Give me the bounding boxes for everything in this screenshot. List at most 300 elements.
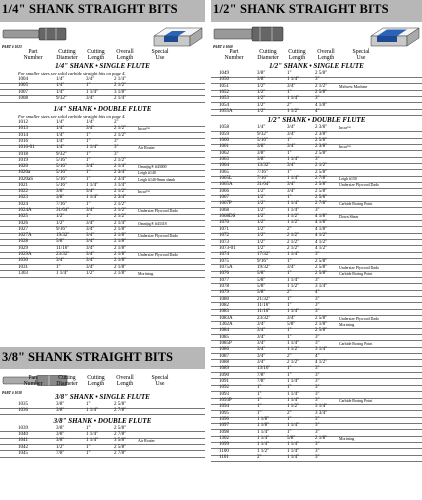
cutting-length: 1" xyxy=(287,258,292,264)
part-number: 1014 xyxy=(18,132,28,138)
part-number: 1016 xyxy=(18,138,28,144)
cutting-diameter: 1" xyxy=(257,398,262,403)
cutting-length: 1" xyxy=(287,296,292,302)
part-number: 1090 xyxy=(219,372,229,378)
special-use: Omnijig® #43318 xyxy=(138,221,167,226)
section-title: 3/8" SHANK • SINGLE FLUTE xyxy=(55,393,150,401)
part-number: 1051 xyxy=(219,83,229,89)
cutting-length: 1/4" xyxy=(86,120,95,126)
cutting-length: 5/8" xyxy=(287,321,296,327)
row-divider xyxy=(0,414,205,415)
overall-length: 3 5/8" xyxy=(114,438,127,444)
part-number: 1013 xyxy=(18,126,28,132)
cutting-diameter: 3/8" xyxy=(56,402,65,407)
special-use: Air Router xyxy=(138,146,155,151)
overall-length: 3" xyxy=(315,423,320,429)
cutting-length: 1" xyxy=(287,334,292,340)
cutting-length: 1 1/4" xyxy=(287,77,300,83)
cutting-diameter: 3/8" xyxy=(56,195,65,201)
cutting-diameter: 1/2" xyxy=(56,214,65,220)
cutting-diameter: 3/8" xyxy=(56,431,65,437)
part-number: 1075A xyxy=(219,264,233,270)
cutting-diameter: 13/32" xyxy=(257,163,271,169)
cutting-diameter: 5/16" xyxy=(56,157,67,163)
bit-photo-1068 xyxy=(212,24,286,44)
part-number: 1097 xyxy=(219,423,229,429)
part-number: 1093 xyxy=(219,391,229,397)
overall-length: 3" xyxy=(315,302,320,308)
groove-diagram xyxy=(152,24,204,48)
cutting-length: 1 1/4" xyxy=(287,157,300,163)
part-number: 1071 xyxy=(219,226,229,232)
overall-length: 2 5/8" xyxy=(315,90,328,96)
overall-length: 2 1/2" xyxy=(315,83,328,89)
column-header-3: Overall Length xyxy=(317,49,335,62)
cutting-diameter: 5/16" xyxy=(56,170,67,176)
cutting-diameter: 1/2" xyxy=(257,188,266,194)
overall-length: 2 1/8" xyxy=(114,245,127,251)
part-number: 1026 xyxy=(18,220,28,226)
cutting-diameter: 1/4" xyxy=(56,132,65,138)
special-use: Undersize Plywood Dado xyxy=(138,234,178,239)
cutting-length: 1" xyxy=(86,201,91,207)
part-number: 1082 xyxy=(219,302,229,308)
part-number: 1083 xyxy=(219,309,229,315)
overall-length: 2 1/2" xyxy=(114,189,127,195)
part-number: 1023 xyxy=(18,195,28,201)
cutting-diameter: 1" xyxy=(257,410,262,416)
cutting-length: 1 1/4" xyxy=(86,431,99,437)
overall-length: 4 1/2" xyxy=(315,245,328,251)
part-number: 1060 xyxy=(219,138,229,144)
cutting-diameter: 9/32" xyxy=(56,95,67,101)
overall-length: 3 1/8" xyxy=(114,89,127,95)
part-number: 1068DS xyxy=(219,214,236,220)
section-title: 1/4" SHANK • SINGLE FLUTE xyxy=(55,62,150,70)
cutting-length: 1 1/4" xyxy=(287,176,300,182)
overall-length: 3" xyxy=(114,145,119,151)
section-title: 1/2" SHANK • SINGLE FLUTE xyxy=(269,62,364,70)
cutting-diameter: 1 1/8" xyxy=(257,417,270,423)
cutting-length: 1 1/4" xyxy=(287,442,300,448)
cutting-diameter: 3/8" xyxy=(257,77,266,83)
part-number: 1019 xyxy=(18,157,28,163)
cutting-diameter: 1 1/4" xyxy=(257,429,270,435)
part-number: 1022 xyxy=(18,189,28,195)
overall-length: 2 1/8" xyxy=(114,270,127,276)
section-note: For smaller sizes see solid carbide straight bits on page 4. xyxy=(18,71,126,76)
overall-length: 2 1/8" xyxy=(114,258,127,264)
overall-length: 3" xyxy=(315,417,320,423)
overall-length: 4 1/2" xyxy=(315,233,328,239)
overall-length: 2 5/8" xyxy=(315,138,328,144)
overall-length: 2 1/8" xyxy=(315,436,328,442)
part-number: 1058 xyxy=(219,125,229,131)
cutting-length: 1 1/4" xyxy=(287,252,300,258)
overall-length: 3" xyxy=(315,296,320,302)
cutting-diameter: 1/2" xyxy=(257,109,266,115)
overall-length: 3 3/4" xyxy=(315,410,328,416)
cutting-length: 1 1/4" xyxy=(86,408,99,414)
row-divider xyxy=(0,102,205,103)
part-number: 1055A xyxy=(219,109,233,115)
cutting-diameter: 3/8" xyxy=(56,189,65,195)
part-number: 1063 xyxy=(219,157,229,163)
part-number: 1084 xyxy=(219,328,229,334)
row-divider xyxy=(0,457,205,458)
overall-length: 3" xyxy=(315,334,320,340)
overall-length: 3 1/4" xyxy=(315,347,328,353)
cutting-diameter: 5/8" xyxy=(257,271,266,277)
cutting-diameter: 7/16" xyxy=(56,201,67,207)
overall-length: 3" xyxy=(315,429,320,435)
overall-length: 2 1/2" xyxy=(315,163,328,169)
row-divider xyxy=(0,277,205,278)
cutting-diameter: 5/8" xyxy=(257,277,266,283)
cutting-length: 2" xyxy=(287,102,292,108)
cutting-length: 1" xyxy=(86,444,91,450)
cutting-length: 1" xyxy=(287,328,292,334)
quarter-inch-header xyxy=(0,0,205,22)
part-number: 1095 xyxy=(219,410,229,416)
part-number: 1024 xyxy=(18,201,28,207)
cutting-length: 3/4" xyxy=(287,264,296,270)
overall-length: 2 3/8" xyxy=(315,144,328,150)
special-use: Down Shear xyxy=(339,215,359,220)
cutting-length: 1" xyxy=(287,71,292,76)
cutting-diameter: 5/16" xyxy=(257,138,268,144)
cutting-diameter: 3/4" xyxy=(257,340,266,346)
cutting-diameter: 3/4" xyxy=(257,321,266,327)
cutting-length: 3/4" xyxy=(86,126,95,132)
column-header-1: Cutting Diameter xyxy=(257,49,279,62)
special-use: Undersize Plywood Dado xyxy=(138,209,178,214)
part-number: 1042 xyxy=(18,444,28,450)
cutting-diameter: 7/8" xyxy=(257,378,266,384)
overall-length: 3" xyxy=(114,138,119,144)
cutting-length: 1" xyxy=(86,132,91,138)
part-number: 1029A xyxy=(18,252,32,257)
overall-length: 4" xyxy=(315,290,320,296)
part-number: 1078 xyxy=(219,283,229,289)
cutting-length: 1 1/4" xyxy=(86,145,99,151)
special-use: Omnijig® #43000 xyxy=(138,165,167,170)
part-number: 1302 xyxy=(219,436,229,442)
cutting-diameter: 11/16" xyxy=(257,302,271,308)
part-number: 1091 xyxy=(219,378,229,384)
cutting-length: 3/4" xyxy=(86,226,95,232)
cutting-length: 2 1/2" xyxy=(287,245,300,251)
cutting-length: 1" xyxy=(86,425,91,431)
overall-length: 2 1/2" xyxy=(114,83,127,89)
column-header-4: Special Use xyxy=(151,375,169,388)
cutting-length: 1/2" xyxy=(86,270,95,276)
part-number: 1039 xyxy=(18,425,28,431)
cutting-length: 3/4" xyxy=(86,252,95,257)
part-number: 1074 xyxy=(219,252,229,258)
part-number: 1080 xyxy=(219,296,229,302)
special-use: Mortising xyxy=(339,437,355,442)
overall-length: 2 5/8" xyxy=(315,182,328,188)
cutting-diameter: 1/2" xyxy=(257,207,266,213)
special-use: Leigh #140-8mm shank xyxy=(138,177,176,182)
cutting-length: 1" xyxy=(86,176,91,182)
cutting-length: 1 1/4" xyxy=(287,455,300,461)
cutting-diameter: 1/2" xyxy=(257,83,266,89)
overall-length: 2 1/4" xyxy=(114,164,127,170)
cutting-diameter: 9/32" xyxy=(257,131,268,137)
special-use: Incra™ xyxy=(339,126,351,131)
cutting-diameter: 31/64" xyxy=(56,208,70,214)
cutting-diameter: 17/32" xyxy=(257,252,271,258)
part-number: 1065A xyxy=(219,182,233,188)
overall-length: 3" xyxy=(315,340,320,346)
section-title: 1/4" SHANK • DOUBLE FLUTE xyxy=(53,105,152,114)
quarter-inch-title: 1/4" SHANK STRAIGHT BITS xyxy=(2,2,178,16)
part-number: 1088 xyxy=(219,359,229,365)
overall-length: 3" xyxy=(315,77,320,83)
cutting-length: 3/4" xyxy=(287,125,296,131)
part-number: 1076 xyxy=(219,271,229,277)
cutting-length: 2 1/2" xyxy=(287,239,300,245)
cutting-diameter: 7/8" xyxy=(257,372,266,378)
overall-length: 2 7/8" xyxy=(315,201,328,207)
cutting-length: 3/4" xyxy=(86,220,95,226)
overall-length: 3 1/4" xyxy=(315,283,328,289)
part-number: 1053 xyxy=(219,96,229,102)
column-header-3: Overall Length xyxy=(116,49,134,62)
part-number: 1064 xyxy=(219,163,229,169)
cutting-diameter: 1" xyxy=(56,264,61,270)
part-label-1038: PART # 1038 xyxy=(2,391,22,395)
part-number: 1073 xyxy=(219,239,229,245)
special-use: Leigh #140 xyxy=(138,171,156,176)
section-note: For smaller sizes see solid carbide straight bits on page 4. xyxy=(18,114,126,120)
special-use: Mortising xyxy=(339,322,355,327)
overall-length: 3" xyxy=(315,378,320,384)
cutting-diameter: 1/2" xyxy=(56,220,65,226)
cutting-length: 1 1/2" xyxy=(287,404,300,410)
cutting-length: 1 1/4" xyxy=(287,201,300,207)
cutting-length: 1" xyxy=(86,450,91,456)
part-number: 1020aS xyxy=(18,176,33,182)
half-inch-title: 1/2" SHANK STRAIGHT BITS xyxy=(213,2,389,16)
cutting-diameter: 1/2" xyxy=(257,226,266,232)
part-number: 1025 xyxy=(18,214,28,220)
special-use: Mortising xyxy=(138,271,154,276)
overall-length: 2 5/8" xyxy=(315,258,328,264)
part-number: 1035 xyxy=(18,402,28,407)
cutting-length: 1 1/4" xyxy=(287,309,300,315)
part-number: 1100 xyxy=(219,448,229,454)
overall-length: 3 1/4" xyxy=(315,404,328,410)
special-use: Air Router xyxy=(138,439,155,444)
overall-length: 2 1/4" xyxy=(114,77,127,82)
cutting-diameter: 5/16" xyxy=(56,164,67,170)
cutting-diameter: 3/4" xyxy=(257,334,266,340)
cutting-diameter: 3/4" xyxy=(257,328,266,334)
cutting-length: 2" xyxy=(287,290,292,296)
cutting-length: 3/4" xyxy=(86,264,95,270)
part-number: 1087 xyxy=(219,353,229,359)
cutting-length: 2" xyxy=(287,226,292,232)
column-header-1: Cutting Diameter xyxy=(56,375,78,388)
part-number: 1067 xyxy=(219,195,229,201)
overall-length: 2 7/8" xyxy=(114,450,127,456)
column-header-3: Overall Length xyxy=(116,375,134,388)
part-number: 1077 xyxy=(219,277,229,283)
cutting-diameter: 3/8" xyxy=(257,71,266,76)
cutting-length: 1" xyxy=(287,195,292,201)
special-use: Carbide Boring Point xyxy=(339,272,373,277)
section-title: 1/2" SHANK • DOUBLE FLUTE xyxy=(267,116,366,125)
overall-length: 3" xyxy=(315,398,320,403)
part-number: 1066 xyxy=(219,188,229,194)
overall-length: 2 1/8" xyxy=(315,321,328,327)
cutting-length: 3/4" xyxy=(287,83,296,89)
cutting-diameter: 3/8" xyxy=(56,425,65,431)
part-number: 1031 xyxy=(18,264,28,270)
half-inch-column xyxy=(211,0,422,500)
cutting-length: 3/4" xyxy=(86,95,95,101)
part-number: 1083A xyxy=(219,315,233,321)
cutting-length: 2 1/2" xyxy=(287,359,300,365)
cutting-diameter: 1/4" xyxy=(56,120,65,126)
column-header-2: Cutting Length xyxy=(288,49,306,62)
cutting-length: 1 1/4" xyxy=(287,423,300,429)
part-number: 1059 xyxy=(219,131,229,137)
cutting-length: 3/4" xyxy=(86,233,95,239)
overall-length: 2 1/2" xyxy=(114,126,127,132)
overall-length: 2 3/4" xyxy=(114,195,127,201)
cutting-length: 1" xyxy=(287,271,292,277)
special-use: Undersize Plywood Dado xyxy=(138,253,178,257)
cutting-length: 1" xyxy=(86,157,91,163)
cutting-length: 1 1/4" xyxy=(287,96,300,102)
overall-length: 2 5/8" xyxy=(114,402,127,407)
cutting-length: 1 1/4" xyxy=(86,195,99,201)
cutting-diameter: 23/32" xyxy=(257,315,271,321)
part-number: 1024A xyxy=(18,208,32,214)
cutting-diameter: 1/4" xyxy=(56,83,65,89)
cutting-diameter: 1 1/4" xyxy=(257,442,270,448)
part-number: 1079 xyxy=(219,290,229,296)
column-header-2: Cutting Length xyxy=(87,49,105,62)
column-header-0: Part Number xyxy=(23,375,43,388)
overall-length: 4 1/8" xyxy=(315,226,328,232)
overall-length: 3" xyxy=(315,385,320,391)
cutting-diameter: 1 1/4" xyxy=(56,270,69,276)
overall-length: 2" xyxy=(114,120,119,126)
overall-length: 2 5/8" xyxy=(315,315,328,321)
cutting-diameter: 11/16" xyxy=(257,309,271,315)
row-divider xyxy=(211,461,422,462)
cutting-length: 1 1/2" xyxy=(287,109,300,115)
special-use: Carbide Boring Point xyxy=(339,202,373,207)
overall-length: 4" xyxy=(315,109,320,115)
part-number: 1029 xyxy=(18,245,28,251)
cutting-length: 1 1/2" xyxy=(287,283,300,289)
part-number: 1085 xyxy=(219,334,229,340)
overall-length: 2 7/8" xyxy=(114,431,127,437)
cutting-diameter: 3/4" xyxy=(257,359,266,365)
cutting-length: 1 1/4" xyxy=(287,398,300,403)
overall-length: 2 7/8" xyxy=(315,176,328,182)
overall-length: 4 1/8" xyxy=(315,102,328,108)
bit-photo-1023 xyxy=(1,24,69,44)
column-header-4: Special Use xyxy=(151,49,169,62)
part-number: 1016-01 xyxy=(18,145,35,151)
cutting-diameter: 3/8" xyxy=(257,150,266,156)
part-number: 1007 xyxy=(18,89,28,95)
part-number: 1089 xyxy=(219,366,229,372)
cutting-length: 1 1/4" xyxy=(86,89,99,95)
cutting-length: 1 1/4" xyxy=(287,207,300,213)
cutting-diameter: 13/16" xyxy=(257,366,271,372)
overall-length: 3" xyxy=(315,448,320,454)
cutting-length: 3/4" xyxy=(287,315,296,321)
cutting-length: 1" xyxy=(86,214,91,220)
cutting-diameter: 7/16" xyxy=(257,176,268,182)
overall-length: 4 1/2" xyxy=(315,239,328,245)
part-number: 1061 xyxy=(219,144,229,150)
part-number: 1018 xyxy=(18,151,28,157)
cutting-length: 1 1/2" xyxy=(287,347,300,353)
cutting-length: 1" xyxy=(86,138,91,144)
cutting-diameter: 11/16" xyxy=(56,245,70,251)
overall-length: 2 1/2" xyxy=(114,208,127,214)
cutting-diameter: 21/32" xyxy=(257,296,271,302)
cutting-length: 1" xyxy=(287,169,292,175)
cutting-diameter: 1/2" xyxy=(56,444,65,450)
column-header-0: Part Number xyxy=(224,49,244,62)
overall-length: 4 1/2" xyxy=(315,359,328,365)
cutting-length: 1" xyxy=(287,150,292,156)
cutting-diameter: 9/16" xyxy=(56,226,67,232)
part-number: 1050 xyxy=(219,77,229,83)
cutting-length: 3/4" xyxy=(287,182,296,188)
cutting-length: 1 1/4" xyxy=(287,391,300,397)
cutting-length: 1" xyxy=(86,170,91,176)
overall-length: 3 1/4" xyxy=(114,182,127,188)
part-number: 1075 xyxy=(219,258,229,264)
cutting-diameter: 1/2" xyxy=(257,245,266,251)
part-number: 1098 xyxy=(219,429,229,435)
part-number: 1028 xyxy=(18,239,28,245)
cutting-diameter: 3/8" xyxy=(56,438,65,444)
part-number: 1008 xyxy=(18,95,28,101)
section-title: 3/8" SHANK • DOUBLE FLUTE xyxy=(53,416,152,425)
cutting-length: 1 1/4" xyxy=(287,340,300,346)
cutting-length: 1" xyxy=(287,366,292,372)
overall-length: 2 3/8" xyxy=(315,125,328,131)
part-number: 1062 xyxy=(219,150,229,156)
overall-length: 2 1/2" xyxy=(114,157,127,163)
part-number: 1052 xyxy=(219,90,229,96)
cutting-diameter: 19/32" xyxy=(257,264,271,270)
part-number: 1021 xyxy=(18,182,28,188)
part-number: 1073-01 xyxy=(219,245,236,251)
cutting-diameter: 7/16" xyxy=(257,169,268,175)
part-label-1023: PART # 1023 xyxy=(2,45,22,49)
overall-length: 2 5/8" xyxy=(114,425,127,431)
cutting-diameter: 5/8" xyxy=(257,290,266,296)
cutting-length: 1" xyxy=(287,417,292,423)
cutting-diameter: 5/16" xyxy=(56,176,67,182)
cutting-diameter: 3/4" xyxy=(56,258,65,264)
special-use: Undersize Plywood Dado xyxy=(339,183,379,188)
overall-length: 2 5/8" xyxy=(315,328,328,334)
